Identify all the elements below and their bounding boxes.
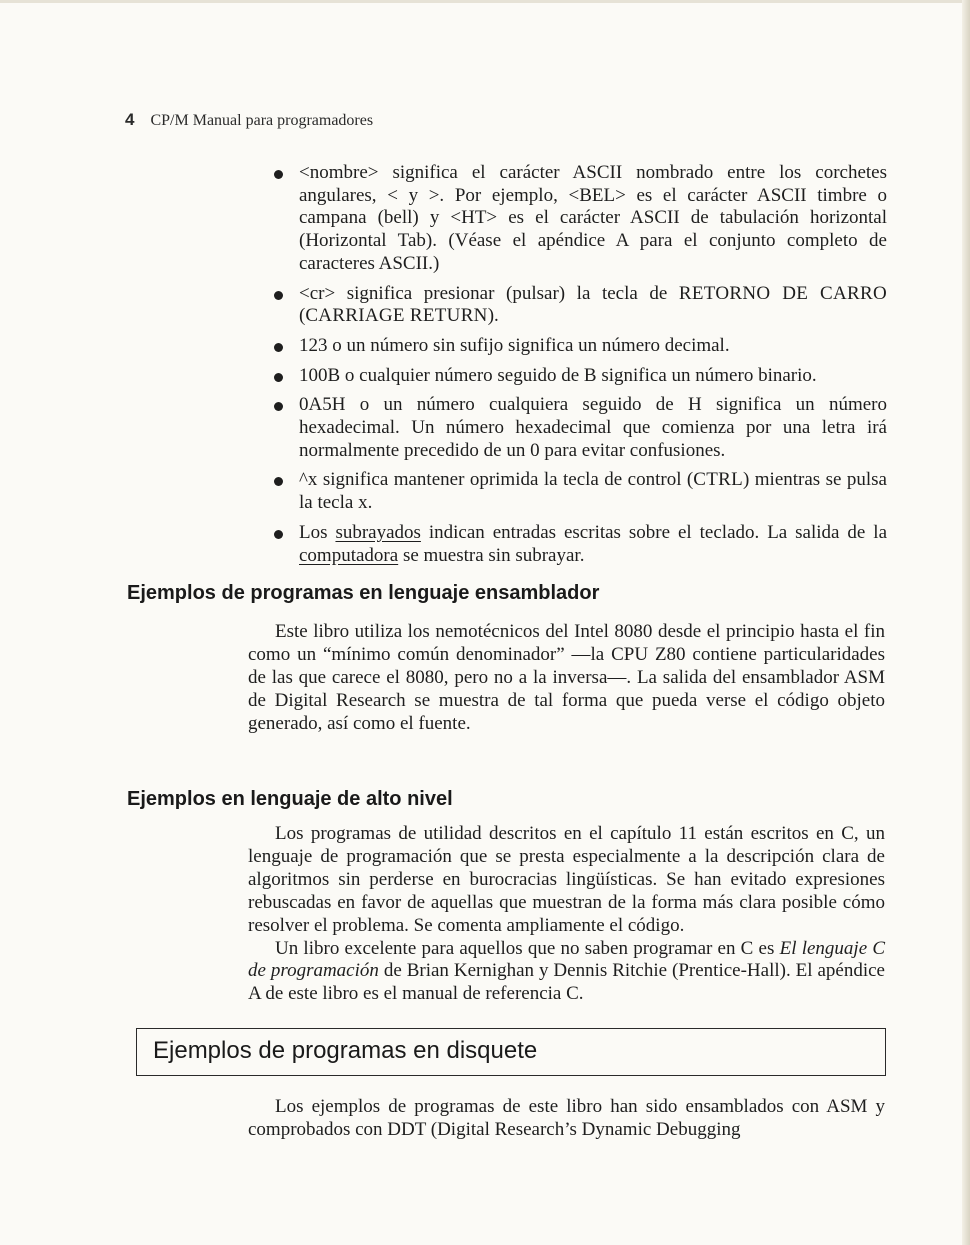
section-body-assembler (248, 621, 885, 736)
paragraph-text: Un libro excelente para aquellos que no saben programar en C es (275, 937, 780, 959)
section-heading-high-level: Ejemplos en lenguaje de alto nivel (127, 788, 453, 810)
section-body-disk (248, 1096, 885, 1142)
section-body-high-level (248, 823, 885, 1006)
list-item-text: 100B o cualquier número seguido de B significa un número binario. (299, 364, 817, 386)
list-item (273, 394, 887, 462)
bullet-dot-icon (274, 402, 283, 411)
list-item-text: ) mientras se pulsa la tecla x. (299, 469, 887, 514)
list-item-text: 0A5H o un número cualquiera seguido de H significa un número hexadecimal. Un número hexadecimal que comienza por una letra irá normalmente precedido de un 0 para evitar confusiones. (299, 394, 887, 461)
page-number: 4 (125, 110, 135, 129)
bullet-dot-icon (274, 343, 283, 352)
section-heading-disk: Ejemplos de programas en disquete (153, 1037, 538, 1064)
list-item (273, 162, 887, 276)
bullet-dot-icon (274, 170, 283, 179)
list-item-text: Los (299, 521, 336, 543)
small-caps-text: RETORNO DE CARRO (678, 282, 887, 304)
list-item-text: <cr> significa presionar (pulsar) la tecla de (299, 282, 679, 304)
underlined-text: computadora (299, 544, 399, 566)
paragraph: Este libro utiliza los nemotécnicos del Intel 8080 desde el principio hasta el fin como un “mínimo común denominador” —la CPU Z80 contiene particularidades de las que carece el 8080, pero no a la inversa—. La salida del ensamblador ASM de Digital Research se muestra de tal forma que pueda verse el código objeto generado, así como el fuente. (248, 621, 885, 734)
small-caps-text: CARRIAGE RETURN (305, 305, 488, 327)
list-item-text: ( (299, 305, 306, 327)
paragraph: Los ejemplos de programas de este libro han sido ensamblados con ASM y comprobados con DDT (Digital Research’s Dynamic Debugging (248, 1096, 885, 1140)
list-item-text: ^x significa mantener oprimida la tecla de control ( (299, 469, 694, 491)
list-item (273, 365, 887, 388)
list-item (273, 522, 887, 567)
bullet-dot-icon (274, 373, 283, 382)
list-item-text: <nombre> significa el carácter ASCII nombrado entre los corchetes angulares, < y >. Por ejemplo, <BEL> es el carácter ASCII timbre o campana (bell) y <HT> es el carácter ASCII de tabulación horizontal (Horizontal Tab). (Véase el apéndice A para el conjunto completo de caracteres ASCII.) (299, 162, 887, 274)
list-item-text: 123 o un número sin sufijo significa un número decimal. (299, 334, 730, 356)
conventions-list (273, 162, 887, 574)
list-item (273, 469, 887, 514)
boxed-section-heading (136, 1028, 886, 1076)
book-title: El lenguaje C de programación (248, 937, 886, 982)
bullet-dot-icon (274, 530, 283, 539)
running-head (125, 110, 373, 130)
small-caps-text: CTRL (693, 469, 743, 491)
list-item-text: se muestra sin subrayar. (398, 544, 585, 566)
bullet-dot-icon (274, 477, 283, 486)
page-top-edge (0, 0, 970, 3)
paragraph: Los programas de utilidad descritos en el capítulo 11 están escritos en C, un lenguaje de programación que se presta especialmente a la descripción clara de algoritmos sin perderse en burocracias lingüísticas. Se han evitado expresiones rebuscadas en favor de aquellas que muestran de la forma más clara posible cómo resolver el problema. Se comenta ampliamente el código. (248, 823, 885, 936)
section-heading-assembler: Ejemplos de programas en lenguaje ensamblador (127, 582, 600, 604)
paragraph-text: de Brian Kernighan y Dennis Ritchie (Prentice-Hall). El apéndice A de este libro es el manual de referencia C. (248, 960, 885, 1005)
bullet-dot-icon (274, 291, 283, 300)
underlined-text: subrayados (335, 521, 421, 543)
running-head-title: CP/M Manual para programadores (150, 112, 374, 129)
list-item-text: ). (487, 305, 499, 327)
list-item (273, 283, 887, 328)
page-right-edge (962, 0, 970, 1245)
list-item-text: indican entradas escritas sobre el teclado. La salida de la (420, 521, 888, 543)
list-item (273, 335, 887, 358)
paragraph (248, 938, 885, 1007)
